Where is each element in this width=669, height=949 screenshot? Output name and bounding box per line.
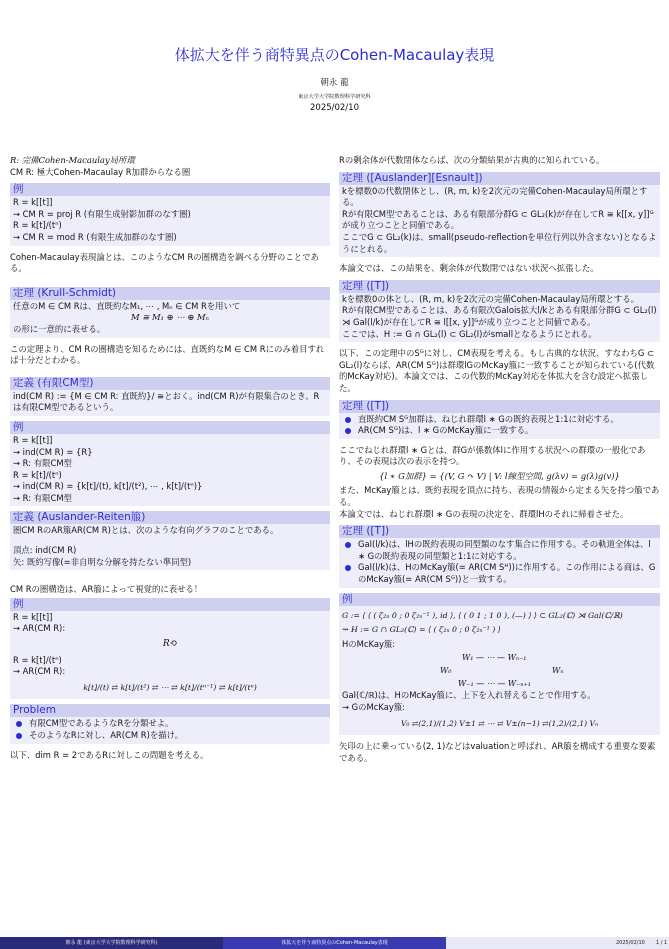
definition-finite-cm-type — [10, 377, 330, 416]
example-line: R = k[t]/(tⁿ) — [13, 469, 62, 480]
theorem-title: 定理 ([Auslander][Esnault]) — [339, 172, 660, 185]
example-line: ⇝ GのMcKay箙: — [342, 702, 406, 712]
mckay-quiver-h — [342, 650, 657, 690]
theorem-line: Rが有限CM型であることは、ある有限部分群G ⊂ GL₂(k)が存在してR ≅ k[[x, y]]ᴳが成り立つことと同値である。 — [342, 208, 654, 231]
example-block-4 — [339, 593, 660, 736]
definition-title: 定義 (Auslander-Reiten箙) — [10, 511, 330, 524]
example-line: ⇝ ind(CM R) = {k[t]/(t), k[t]/(t²), ⋯ , k[t]/(tⁿ)} — [13, 481, 203, 492]
formula: ⇝ H := G ∩ GL₂(ℂ) = ⟨ ( ζ₂ₙ 0 ; 0 ζ₂ₙ⁻¹ ) ⟩ — [342, 625, 501, 635]
theorem-line: kを標数0の体とし、(R, m, k)を2次元の完備Cohen-Macaulay局所環とする。 — [342, 293, 639, 304]
ar-quiver-chain: k[t]/(t) ⇄ k[t]/(t²) ⇄ ⋯ ⇄ k[t]/(tⁿ⁻¹) ⇄ k[t]/(tⁿ) — [83, 682, 257, 692]
example-line: ⇝ AR(CM R): — [13, 666, 66, 677]
example-line: R = k[[t]] — [13, 611, 53, 622]
definition-line: 頂点: ind(CM R) — [13, 545, 77, 556]
list-item: Gal(l/k)は、HのMcKay箙(= AR(CM Sᴴ))に作用する。この作用による商は、GのMcKay箙(= AR(CM Sᴳ))と一致する。 — [342, 562, 657, 585]
paragraph: 以下、dim R = 2であるRに対しこの問題を考える。 — [10, 749, 209, 760]
quiver-top-row: W₁ — ⋯ — Wₙ₋₁ — [462, 653, 527, 663]
example-line: R = k[t]/(tⁿ) — [13, 220, 62, 231]
quiver-vertex-w0: W₀ — [440, 666, 452, 676]
paragraph: 以下、この定理中のSᴳに対し、CM表現を考える。もし古典的な状況、すなわちG ⊂ GL₂(l)ならば、AR(CM Sᴳ)は群環lGのMcKay箙に一致することが知られている(代数的McKay対応)。本論文では、この代数的McKay対応を体拡大を含む設定へ拡張した。 — [339, 348, 655, 393]
theorem-t-2 — [339, 400, 660, 439]
date: 2025/02/10 — [310, 103, 359, 113]
problem-body — [10, 717, 330, 743]
theorem-line: の形に一意的に表せる。 — [13, 323, 106, 334]
theorem-line: ここでは、H := G ∩ GL₂(l) ⊂ GL₂(l)がsmallとなるようにとれる。 — [342, 328, 597, 339]
ar-quiver-loop: R⟲ — [162, 639, 178, 650]
example-line: ⇝ CM R = proj R (有限生成射影加群のなす圏) — [13, 208, 191, 219]
author: 朝永 龍 — [320, 78, 349, 88]
paragraph: 本論文では、ねじれ群環l ∗ Gの表現の決定を、群環lHのそれに帰着させた。 — [339, 508, 629, 519]
example-body — [10, 196, 330, 245]
example-line: ⇝ CM R = mod R (有限生成加群のなす圏) — [13, 231, 177, 242]
theorem-body — [10, 300, 330, 338]
example-title: 例 — [339, 593, 660, 606]
theorem-title: 定理 ([T]) — [339, 525, 660, 538]
definition-title: 定義 (有限CM型) — [10, 377, 330, 390]
theorem-title: 定理 (Krull-Schmidt) — [10, 287, 330, 300]
paragraph: 本論文では、この結果を、剰余体が代数閉ではない状況へ拡張した。 — [339, 263, 599, 274]
theorem-auslander-esnault — [339, 172, 660, 258]
theorem-body — [339, 293, 660, 342]
paragraph: Rの剰余体が代数閉体ならば、次の分類結果が古典的に知られている。 — [339, 155, 605, 165]
theorem-line: 任意のM ∈ CM Rは、直既約なM₁, ⋯ , Mₙ ∈ CM Rを用いて — [13, 300, 241, 311]
example-line: R = k[[t]] — [13, 434, 53, 445]
footer-date: 2025/02/10 — [616, 940, 645, 946]
quiver-vertex-wn: Wₙ — [552, 666, 564, 676]
definition-line: 矢: 既約写像(=非自明な分解を持たない準同型) — [13, 556, 192, 567]
example-line: R = k[[t]] — [13, 197, 53, 208]
theorem-line: kを標数0の代数閉体とし、(R, m, k)を2次元の完備Cohen-Macaulay局所環とする。 — [342, 185, 648, 208]
list-item: 有限CM型であるようなRを分類せよ。 — [13, 718, 327, 730]
poster-title: 体拡大を伴う商特異点のCohen-Macaulay表現 — [174, 46, 495, 64]
paragraph: 矢印の上に乗っている(2, 1)などはvaluationと呼ばれ、AR箙を構成する重要な要素である。 — [339, 741, 656, 763]
footer-author: 朝永 龍 (東京大学大学院数理科学研究科) — [0, 937, 223, 949]
example-line: HのMcKay箙: — [342, 638, 396, 649]
example-line: R = k[t]/(tⁿ) — [13, 654, 62, 665]
example-body — [10, 434, 330, 507]
example-body — [10, 611, 330, 700]
problem-block — [10, 704, 330, 743]
footer-meta — [446, 937, 669, 949]
theorem-t-1 — [339, 280, 660, 342]
definition-ar-quiver — [10, 511, 330, 570]
example-block-1 — [10, 183, 330, 245]
definition-line: 圏CM RのAR箙AR(CM R)とは、次のような有向グラフのことである。 — [13, 525, 279, 536]
theorem-krull-schmidt — [10, 287, 330, 338]
theorem-body — [339, 413, 660, 439]
left-column — [10, 155, 330, 761]
theorem-title: 定理 ([T]) — [339, 400, 660, 413]
definition-body — [10, 524, 330, 570]
example-title: 例 — [10, 598, 330, 611]
theorem-formula: M ≅ M₁ ⊕ ⋯ ⊕ Mₙ — [131, 312, 209, 323]
definition-line: ind(CM R) := {M ∈ CM R: 直既約}/ ≅とおく。ind(CM R)が有限集合のとき、Rは有限CM型であるという。 — [13, 390, 320, 413]
example-line: ⇝ R: 有限CM型 — [13, 492, 72, 503]
paragraph: この定理より、CM Rの圏構造を知るためには、直既約なM ∈ CM Rにのみ着目すれば十分だとわかる。 — [10, 343, 325, 366]
example-line: ⇝ ind(CM R) = {R} — [13, 446, 93, 457]
paragraph: また、McKay箙とは、既約表現を頂点に持ち、表現の情報から定まる矢を持つ箙である。 — [339, 485, 660, 508]
formula: G := ⟨ ⟨ ( ζ₂ₙ 0 ; 0 ζ₂ₙ⁻¹ ), id ⟩, ⟨ ( 0 1 ; 1 0 ), (—) ⟩ ⟩ ⊂ GL₂(ℂ) ⋊ Gal(ℂ/ℝ) — [342, 610, 623, 620]
example-title: 例 — [10, 421, 330, 434]
definition-body — [10, 390, 330, 416]
theorem-t-3 — [339, 525, 660, 587]
list-item: そのようなRに対し、AR(CM R)を描け。 — [13, 730, 327, 742]
theorem-line: Rが有限CM型であることは、ある有限次Galois拡大l/kとある有限部分群G ⊂ GL₂(l) ⋊ Gal(l/k)が存在してR ≅ l[[x, y]]ᴳが成り立つことと同値である。 — [342, 305, 657, 327]
example-block-2 — [10, 421, 330, 507]
mckay-quiver-g: V₀ ⇄(2,1)/(1,2) V±1 ⇄ ⋯ ⇄ V±(n−1) ⇄(1,2)/(2,1) Vₙ — [400, 718, 599, 728]
theorem-line: ここでG ⊂ GL₂(k)は、small(pseudo-reflectionを単位行列以外含まない)となるようにとれる。 — [342, 231, 657, 254]
paragraph: CM Rの圏構造は、AR箙によって視覚的に表せる！ — [10, 584, 203, 595]
paragraph: ここでねじれ群環l ∗ Gとは、群Gが係数体lに作用する状況への群環の一般化であり、その表現は次の表示を持つ。 — [339, 444, 646, 467]
list-item: Gal(l/k)は、lHの既約表現の同型類のなす集合に作用する。その軌道全体は、l ∗ Gの既約表現の同型類と1:1に対応する。 — [342, 539, 657, 562]
intro-line-2: CM R: 極大Cohen-Macaulay R加群からなる圏 — [10, 166, 191, 177]
problem-title: Problem — [10, 704, 330, 717]
list-item: AR(CM Sᴳ)は、l ∗ GのMcKay箙に一致する。 — [342, 425, 657, 437]
theorem-body — [339, 185, 660, 258]
example-body — [339, 606, 660, 736]
example-line: ⇝ AR(CM R): — [13, 623, 66, 634]
example-title: 例 — [10, 183, 330, 196]
right-column — [339, 155, 660, 764]
example-block-3 — [10, 598, 330, 700]
example-line: Gal(ℂ/ℝ)は、HのMcKay箙に、上下を入れ替えることで作用する。 — [342, 690, 596, 701]
footer-bar — [0, 937, 669, 949]
theorem-body — [339, 538, 660, 587]
theorem-title: 定理 ([T]) — [339, 280, 660, 293]
intro-line-1: R: 完備Cohen-Macaulay局所環 — [10, 155, 135, 165]
footer-title: 体拡大を伴う商特異点のCohen-Macaulay表現 — [223, 937, 446, 949]
example-line: ⇝ R: 有限CM型 — [13, 458, 72, 469]
paragraph: Cohen-Macaulay表現論とは、このようなCM Rの圏構造を調べる分野のことである。 — [10, 251, 319, 274]
affiliation: 東京大学大学院数理科学研究科 — [298, 94, 371, 100]
list-item: 直既約CM Sᴳ加群は、ねじれ群環l ∗ Gの既約表現と1:1に対応する。 — [342, 414, 657, 426]
quiver-bottom-row: W₋₁ — ⋯ — W₋ₙ₊₁ — [458, 679, 531, 689]
footer-page: 1 / 1 — [656, 940, 668, 946]
formula: {l ∗ G加群} = {(V, G ↷ V) | V: l線型空間, g(λv) = g(λ)g(v)} — [379, 470, 620, 481]
